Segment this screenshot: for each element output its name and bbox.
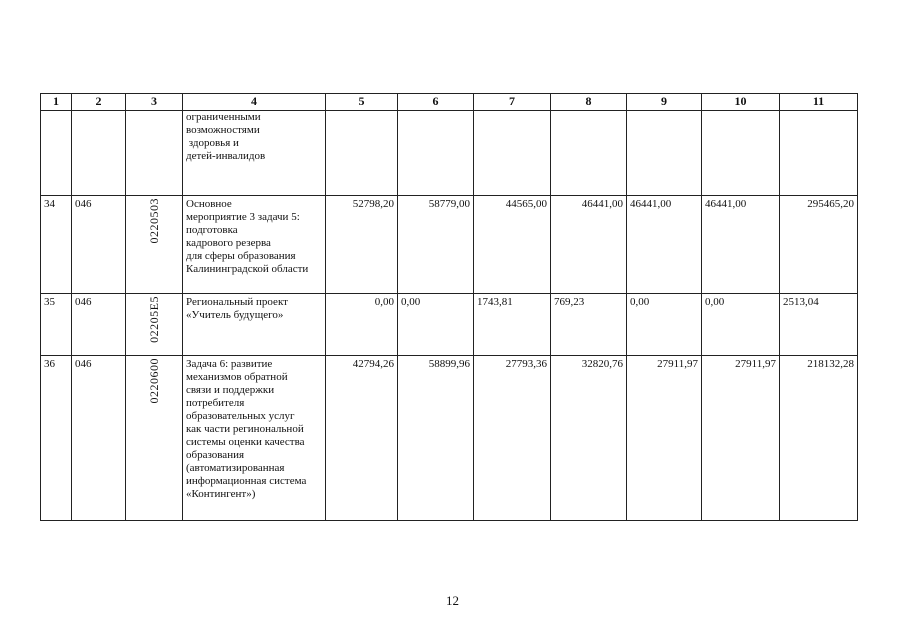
name-line: кадрового резерва: [186, 237, 271, 249]
name-line: образования: [186, 449, 245, 461]
name-line: Калининградской области: [186, 263, 309, 275]
cell-empty: [41, 111, 72, 196]
cell-value-10: 27911,97: [702, 356, 780, 521]
cell-value-6: 58779,00: [398, 196, 474, 294]
header-cell-3: 3: [126, 94, 183, 111]
name-line: здоровья и: [186, 137, 239, 149]
code2-vertical: 0220503: [146, 198, 161, 244]
cell-code2: [126, 294, 183, 356]
cell-value-5: 42794,26: [326, 356, 398, 521]
cell-empty: [702, 111, 780, 196]
cell-value-8: 769,23: [551, 294, 627, 356]
name-line: ограниченными: [186, 111, 261, 123]
cell-empty: [72, 111, 126, 196]
header-cell-5: 5: [326, 94, 398, 111]
cell-value-6: 58899,96: [398, 356, 474, 521]
header-cell-10: 10: [702, 94, 780, 111]
name-line: «Учитель будущего»: [186, 309, 284, 321]
cell-value-6: 0,00: [398, 294, 474, 356]
name-line: детей-инвалидов: [186, 150, 266, 162]
cell-value-5: 0,00: [326, 294, 398, 356]
cell-value-10: 46441,00: [702, 196, 780, 294]
header-cell-11: 11: [780, 94, 858, 111]
table-row-35: [41, 294, 858, 356]
cell-code1: 046: [72, 196, 126, 294]
header-cell-9: 9: [627, 94, 702, 111]
name-line: для сферы образования: [186, 250, 296, 262]
cell-code1: 046: [72, 294, 126, 356]
cell-row-number: 35: [41, 294, 72, 356]
table-row-34: [41, 196, 858, 294]
name-line: возможностями: [186, 124, 260, 136]
name-line: (автоматизированная: [186, 462, 285, 474]
cell-code2: [126, 356, 183, 521]
name-line: образовательных услуг: [186, 410, 295, 422]
cell-code1: 046: [72, 356, 126, 521]
header-cell-1: 1: [41, 94, 72, 111]
name-line: подготовка: [186, 224, 238, 236]
cell-value-11: 2513,04: [780, 294, 858, 356]
cell-empty: [398, 111, 474, 196]
cell-empty: [780, 111, 858, 196]
cell-empty: [474, 111, 551, 196]
cell-value-8: 32820,76: [551, 356, 627, 521]
header-row: [41, 94, 858, 111]
cell-value-7: 44565,00: [474, 196, 551, 294]
name-line: мероприятие 3 задачи 5:: [186, 211, 300, 223]
name-line: механизмов обратной: [186, 371, 288, 383]
name-line: связи и поддержки: [186, 384, 275, 396]
header-cell-6: 6: [398, 94, 474, 111]
header-cell-2: 2: [72, 94, 126, 111]
cell-empty: [126, 111, 183, 196]
table-row-continuation: [41, 111, 858, 196]
cell-name: [183, 111, 326, 196]
cell-empty: [326, 111, 398, 196]
name-line: «Контингент»): [186, 488, 256, 500]
cell-code2: [126, 196, 183, 294]
header-cell-8: 8: [551, 94, 627, 111]
code2-vertical: 0220600: [146, 358, 161, 404]
cell-row-number: 34: [41, 196, 72, 294]
name-line: потребителя: [186, 397, 245, 409]
page-number: 12: [446, 593, 459, 608]
name-line: как части регинональной: [186, 423, 304, 435]
cell-value-5: 52798,20: [326, 196, 398, 294]
table-header: [41, 94, 858, 111]
cell-row-number: 36: [41, 356, 72, 521]
cell-value-11: 295465,20: [780, 196, 858, 294]
cell-value-7: 27793,36: [474, 356, 551, 521]
header-cell-4: 4: [183, 94, 326, 111]
code2-vertical: 02205E5: [146, 296, 161, 343]
name-line: системы оценки качества: [186, 436, 305, 448]
cell-value-9: 46441,00: [627, 196, 702, 294]
cell-name: [183, 356, 326, 521]
table-row-36: [41, 356, 858, 521]
cell-value-10: 0,00: [702, 294, 780, 356]
name-line: Основное: [186, 198, 232, 210]
cell-value-9: 27911,97: [627, 356, 702, 521]
cell-value-9: 0,00: [627, 294, 702, 356]
cell-empty: [627, 111, 702, 196]
cell-name: [183, 196, 326, 294]
budget-table: [40, 93, 858, 521]
header-cell-7: 7: [474, 94, 551, 111]
cell-value-8: 46441,00: [551, 196, 627, 294]
name-line: Задача 6: развитие: [186, 358, 273, 370]
cell-value-7: 1743,81: [474, 294, 551, 356]
cell-name: [183, 294, 326, 356]
cell-value-11: 218132,28: [780, 356, 858, 521]
name-line: информационная система: [186, 475, 307, 487]
cell-empty: [551, 111, 627, 196]
name-line: Региональный проект: [186, 296, 288, 308]
